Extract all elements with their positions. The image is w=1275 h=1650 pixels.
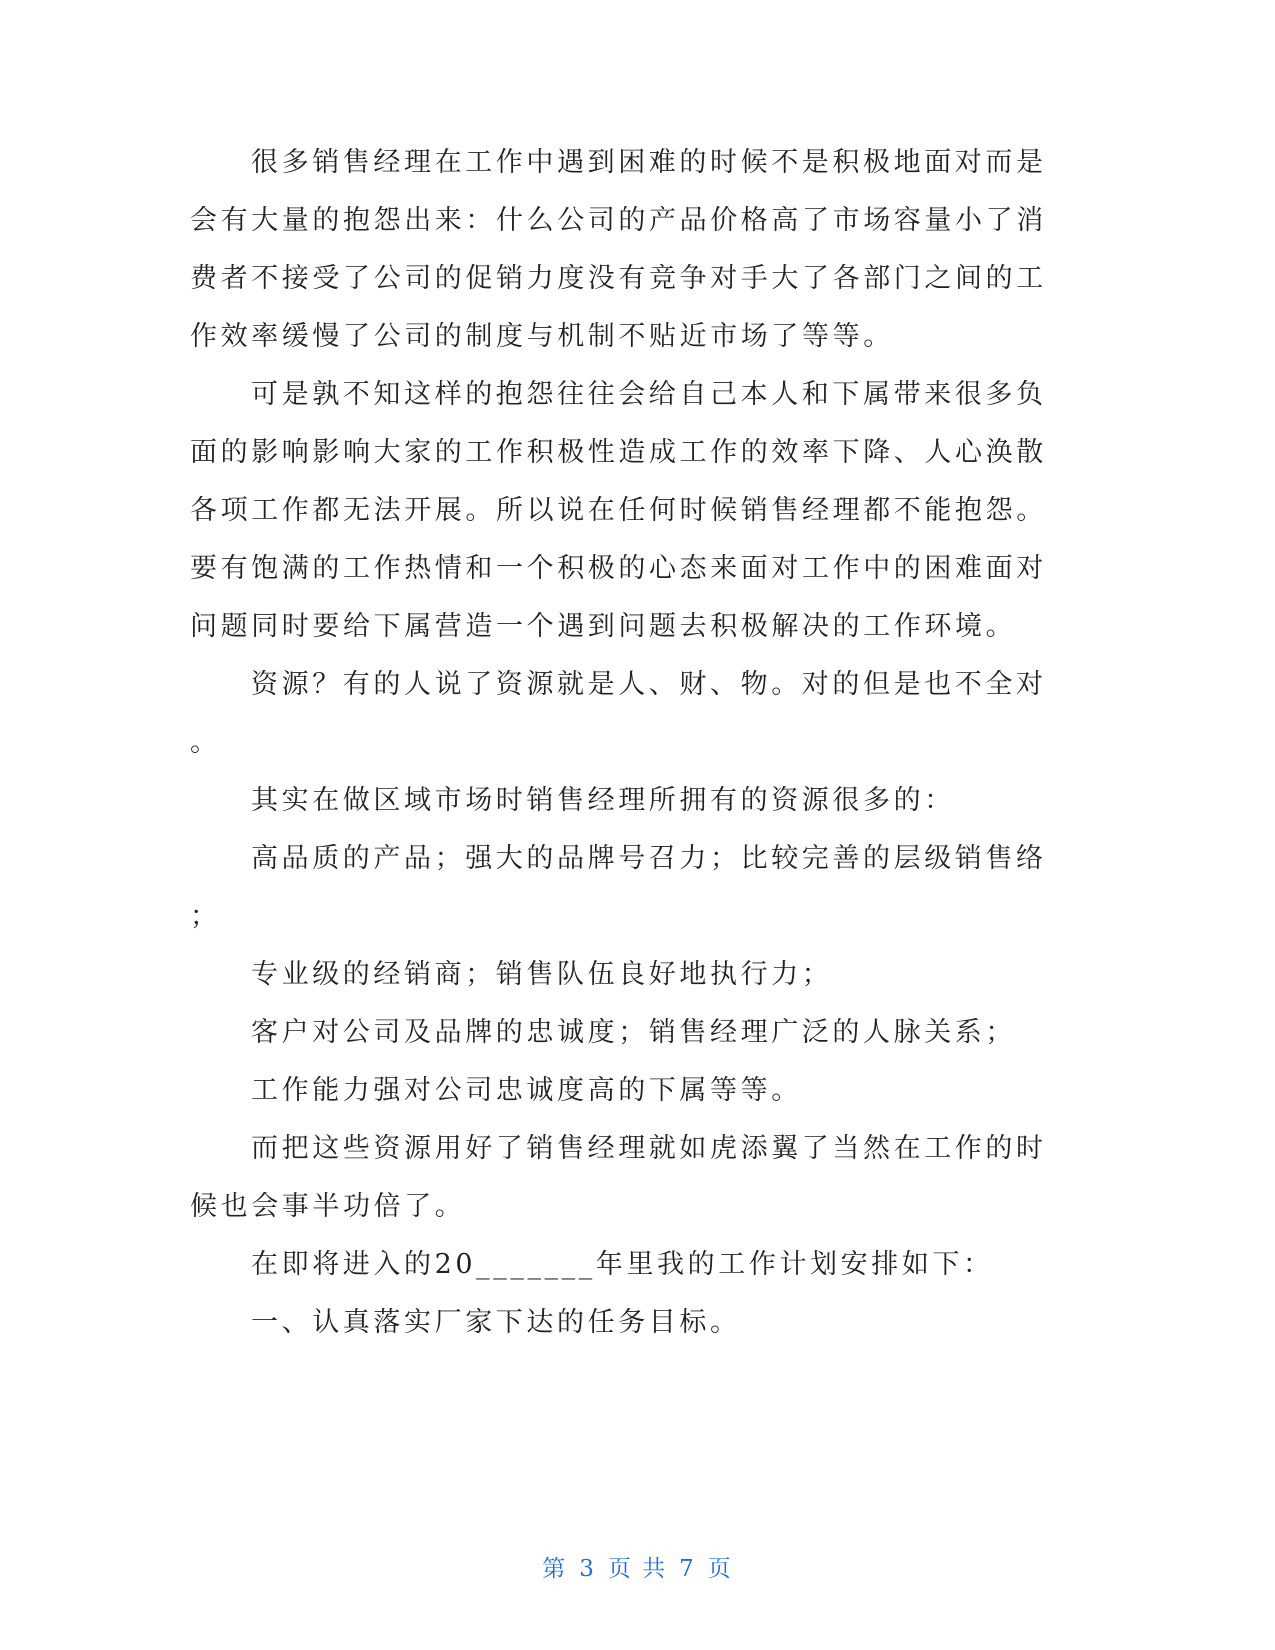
- footer-suffix: 页: [707, 1556, 733, 1582]
- paragraph-8-line-1: 工作能力强对公司忠诚度高的下属等等。: [251, 1076, 802, 1106]
- paragraph-9-line-1: 而把这些资源用好了销售经理就如虎添翼了当然在工作的时: [251, 1134, 1047, 1164]
- paragraph-3-line-1: 资源？有的人说了资源就是人、财、物。对的但是也不全对: [251, 670, 1047, 700]
- footer-prefix: 第: [542, 1556, 568, 1582]
- paragraph-10-line-1: 在即将进入的20_______年里我的工作计划安排如下：: [251, 1250, 994, 1280]
- footer-total-pages: 7: [679, 1556, 696, 1582]
- paragraph-2-line-1: 可是孰不知这样的抱怨往往会给自己本人和下属带来很多负: [251, 380, 1047, 410]
- paragraph-11-line-1: 一、认真落实厂家下达的任务目标。: [251, 1308, 741, 1338]
- paragraph-9-line-2: 候也会事半功倍了。: [190, 1192, 466, 1222]
- paragraph-2-line-2: 面的影响影响大家的工作积极性造成工作的效率下降、人心涣散: [190, 438, 1047, 468]
- paragraph-1-line-4: 作效率缓慢了公司的制度与机制不贴近市场了等等。: [190, 322, 894, 352]
- paragraph-2-line-3: 各项工作都无法开展。所以说在任何时候销售经理都不能抱怨。: [190, 496, 1047, 526]
- paragraph-1-line-3: 费者不接受了公司的促销力度没有竞争对手大了各部门之间的工: [190, 264, 1047, 294]
- paragraph-7-line-1: 客户对公司及品牌的忠诚度；销售经理广泛的人脉关系；: [251, 1018, 1016, 1048]
- paragraph-5-line-1: 高品质的产品；强大的品牌号召力；比较完善的层级销售络: [251, 844, 1047, 874]
- footer-page-number: 3: [579, 1556, 596, 1582]
- paragraph-3-line-2: 。: [190, 728, 221, 758]
- footer-middle: 页 共: [607, 1556, 668, 1582]
- paragraph-2-line-5: 问题同时要给下属营造一个遇到问题去积极解决的工作环境。: [190, 612, 1017, 642]
- paragraph-1-line-1: 很多销售经理在工作中遇到困难的时候不是积极地面对而是: [251, 148, 1047, 178]
- paragraph-1-line-2: 会有大量的抱怨出来：什么公司的产品价格高了市场容量小了消: [190, 206, 1047, 236]
- paragraph-4-line-1: 其实在做区域市场时销售经理所拥有的资源很多的：: [251, 786, 955, 816]
- paragraph-2-line-4: 要有饱满的工作热情和一个积极的心态来面对工作中的困难面对: [190, 554, 1047, 584]
- page-footer: [0, 1550, 1275, 1583]
- paragraph-5-line-2: ；: [190, 902, 221, 932]
- paragraph-6-line-1: 专业级的经销商；销售队伍良好地执行力；: [251, 960, 833, 990]
